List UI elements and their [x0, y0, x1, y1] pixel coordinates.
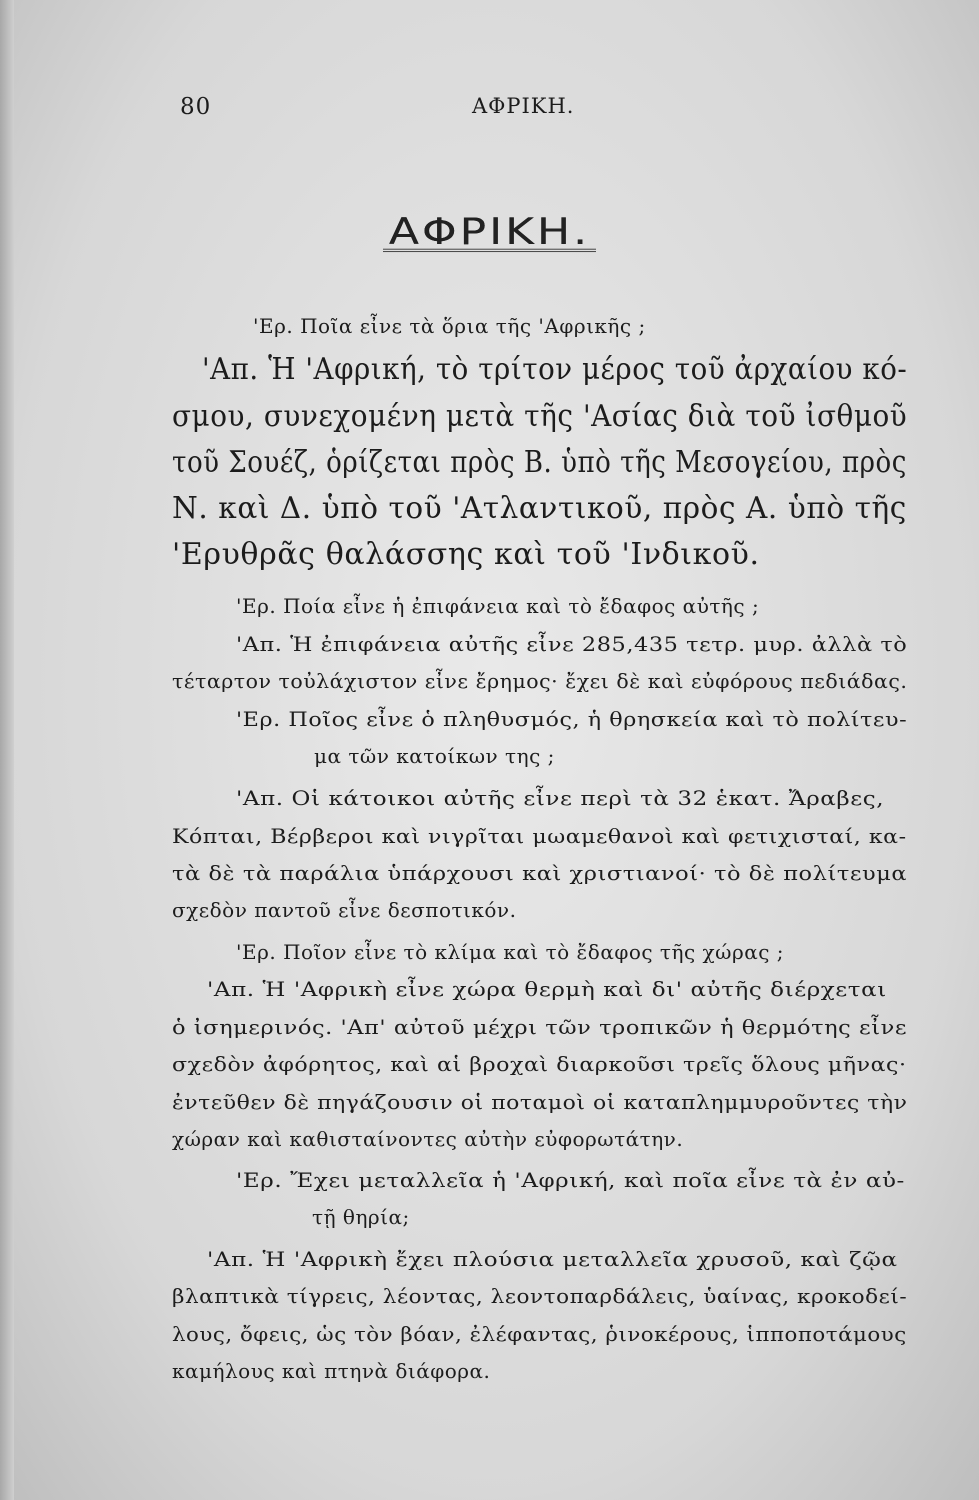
text-line: 'Ερ. Ποῖον εἶνε τὸ κλίμα καὶ τὸ ἔδαφος τῆς χώρας ;	[236, 940, 785, 964]
text-line: 'Απ. Οἱ κάτοικοι αὐτῆς εἶνε περὶ τὰ 32 ἑκατ. Ἄραβες,	[236, 786, 885, 810]
running-title: ΑΦΡΙΚΗ.	[472, 94, 575, 118]
text-line: 'Ερ. Ποῖα εἶνε τὰ ὅρια τῆς 'Αφρικῆς ;	[253, 314, 646, 338]
chapter-title-text: ΑΦΡΙΚΗ.	[383, 216, 596, 252]
text-line: 'Απ. Ἡ ἐπιφάνεια αὐτῆς εἶνε 285,435 τετρ. μυρ. ἀλλὰ τὸ	[236, 632, 908, 656]
text-line: σχεδὸν παντοῦ εἶνε δεσποτικόν.	[172, 898, 517, 922]
text-line: 'Ερ. Ἔχει μεταλλεῖα ἡ 'Αφρική, καὶ ποῖα εἶνε τὰ ἐν αὐ-	[236, 1168, 905, 1192]
text-line: βλαπτικὰ τίγρεις, λέοντας, λεοντοπαρδάλεις, ὑαίνας, κροκοδεί-	[172, 1284, 908, 1308]
text-line: 'Ερ. Ποῖος εἶνε ὁ πληθυσμός, ἡ θρησκεία καὶ τὸ πολίτευ-	[236, 707, 908, 731]
text-line: Ν. καὶ Δ. ὑπὸ τοῦ 'Ατλαντικοῦ, πρὸς Α. ὑπὸ τῆς	[172, 491, 907, 526]
text-line: μα τῶν κατοίκων της ;	[314, 744, 555, 768]
page-number: 80	[180, 94, 212, 120]
text-line: 'Απ. Ἡ 'Αφρική, τὸ τρίτον μέρος τοῦ ἀρχαίου κό-	[202, 352, 908, 387]
text-line: ἐντεῦθεν δὲ πηγάζουσιν οἱ ποταμοὶ οἱ καταπλημμυροῦντες τὴν	[172, 1090, 908, 1114]
running-header	[0, 94, 979, 124]
text-line: καμήλους καὶ πτηνὰ διάφορα.	[172, 1359, 491, 1383]
text-line: σχεδὸν ἀφόρητος, καὶ αἱ βροχαὶ διαρκοῦσι τρεῖς ὅλους μῆνας·	[172, 1052, 907, 1076]
text-line: λους, ὄφεις, ὡς τὸν βόαν, ἐλέφαντας, ῥινοκέρους, ἱπποποτάμους	[172, 1322, 907, 1346]
text-line: τὰ δὲ τὰ παράλια ὑπάρχουσι καὶ χριστιανοί· τὸ δὲ πολίτευμα	[172, 861, 908, 885]
text-line: 'Ερυθρᾶς θαλάσσης καὶ τοῦ 'Ινδικοῦ.	[172, 537, 760, 572]
text-line: Κόπται, Βέρβεροι καὶ νιγρῖται μωαμεθανοὶ καὶ φετιχισταί, κα-	[172, 824, 907, 848]
text-line: τέταρτον τοὐλάχιστον εἶνε ἔρημος· ἔχει δὲ καὶ εὐφόρους πεδιάδας.	[172, 669, 908, 693]
text-line: σμου, συνεχομένη μετὰ τῆς 'Ασίας διὰ τοῦ ἰσθμοῦ	[172, 399, 908, 434]
text-line: 'Απ. Ἡ 'Αφρικὴ ἔχει πλούσια μεταλλεῖα χρυσοῦ, καὶ ζῷα	[207, 1247, 898, 1271]
text-line: χώραν καὶ καθισταίνοντες αὐτὴν εὐφορωτάτην.	[172, 1127, 684, 1151]
text-line: 'Απ. Ἡ 'Αφρικὴ εἶνε χώρα θερμὴ καὶ δι' αὐτῆς διέρχεται	[207, 977, 887, 1001]
text-line: τῇ θηρία;	[312, 1205, 410, 1229]
text-line: ὁ ἰσημερινός. 'Απ' αὐτοῦ μέχρι τῶν τροπικῶν ἡ θερμότης εἶνε	[172, 1015, 908, 1039]
text-line: 'Ερ. Ποία εἶνε ἡ ἐπιφάνεια καὶ τὸ ἔδαφος αὐτῆς ;	[236, 594, 760, 618]
text-line: τοῦ Σουέζ, ὁρίζεται πρὸς Β. ὑπὸ τῆς Μεσογείου, πρὸς	[172, 445, 907, 480]
chapter-title	[0, 206, 979, 257]
